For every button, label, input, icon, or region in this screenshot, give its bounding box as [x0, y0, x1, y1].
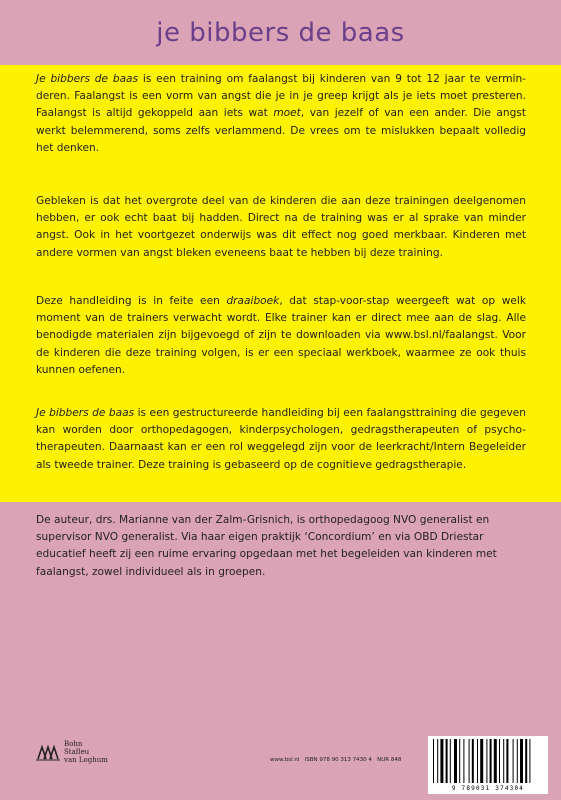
title-emphasis: Je bibbers de baas: [36, 407, 135, 419]
paragraph-3: [36, 293, 526, 379]
isbn: ISBN 978 90 313 7430 4: [304, 757, 372, 763]
barcode-bar: [477, 739, 478, 783]
barcode-bar: [463, 739, 464, 783]
publisher-logo: [36, 740, 108, 764]
publisher-name-line: Stafleu: [64, 748, 90, 756]
paragraph-text: is een gestructureerde handleiding bij een faalangsttraining die gegeven kan worden door orthopedagogen, kinderpsychologen, gedragstherapeuten of psycho-therapeuten. Daarnaast kan er een rol weggelegd zijn voor de leerkracht/Intern Begeleider als tweede trainer. Deze training is gebaseerd op de cognitieve gedragstherapie.: [36, 407, 526, 471]
paragraph-text: is een training om faalangst bij kinderen van 9 tot 12 jaar te vermin-deren. Faalangst is een vorm van angst die je in je greep krijgt als je iets moet presteren. Faalangst is altijd gekoppeld aan iets wat: [36, 73, 526, 120]
barcode-bar: [525, 739, 527, 783]
paragraph-text: , van jezelf of van een ander. Die angst werkt belemmerend, soms zelfs verlammend. De vrees om te mislukken bepaalt volledig het denken.: [36, 107, 526, 154]
barcode-bar: [459, 739, 460, 783]
barcode-bar: [513, 739, 514, 783]
barcode-bar: [529, 739, 530, 783]
barcode-bar: [472, 739, 474, 783]
website: www.bsl.nl: [270, 757, 300, 763]
barcode-bar: [469, 739, 470, 783]
barcode-bar: [503, 739, 504, 783]
book-title: je bibbers de baas: [156, 18, 405, 48]
paragraph-text: , dat stap-voor-stap weergeeft wat op welk moment van de trainers verwacht wordt. Elke trainer kan er direct mee aan de slag. Alle benodigde materialen zijn bijgevoegd of zijn te downloaden via www.bsl.nl/faalangst. Voor de kinderen die deze training volgen, is er een speciaal werkboek, waarmee ze ook thuis kunnen oefenen.: [36, 295, 526, 376]
title-emphasis: Je bibbers de baas: [36, 73, 139, 85]
author-bio: De auteur, drs. Marianne van der Zalm-Grisnich, is orthopedagoog NVO generalist en supervisor NVO generalist. Via haar eigen praktijk ‘Concordium’ en via OBD Driestar educatief heeft zij een ruime ervaring opgedaan met het begeleiden van kinderen met faalangst, zowel individueel als in groepen.: [36, 514, 497, 578]
paragraph-text: Gebleken is dat het overgrote deel van de kinderen die aan deze trainingen deelgenomen hebben, er ook echt baat bij hadden. Direct na de training was er al sprake van minder angst. Ook in het voortgezet onderwijs was dit effect nog goed merkbaar. Kinderen met andere vormen van angst bleken eveneens baat te hebben bij deze training.: [36, 195, 526, 259]
publisher-name-line: van Loghum: [64, 756, 108, 764]
barcode-bar: [506, 739, 508, 783]
barcode-bar: [490, 739, 492, 783]
emphasis: moet: [273, 107, 301, 120]
barcode-digits: 9 789031 374304: [451, 785, 525, 792]
barcode-bar: [517, 739, 518, 783]
barcode-bar: [499, 739, 500, 783]
barcode-bar: [437, 739, 438, 783]
barcode-bar: [494, 739, 497, 783]
paragraph-text: Deze handleiding is in feite een: [36, 295, 227, 307]
footer-info: [270, 757, 401, 763]
barcode-bar: [440, 739, 443, 783]
barcode-bar: [454, 739, 457, 783]
paragraph-2: [36, 193, 526, 262]
description-panel: [0, 65, 561, 502]
barcode-bar: [486, 739, 487, 783]
paragraph-4: [36, 405, 526, 474]
emphasis: draaiboek: [226, 295, 280, 307]
nur-code: NUR 848: [377, 757, 402, 763]
barcode-bars: [431, 739, 545, 783]
barcode-bar: [480, 739, 483, 783]
barcode-bar: [520, 739, 523, 783]
barcode: [428, 736, 548, 794]
barcode-bar: [433, 739, 434, 783]
publisher-name-line: Bohn: [64, 740, 83, 748]
barcode-bar: [446, 739, 448, 783]
paragraph-1: [36, 71, 526, 157]
bsl-logo-icon: [36, 743, 60, 761]
barcode-bar: [450, 739, 451, 783]
